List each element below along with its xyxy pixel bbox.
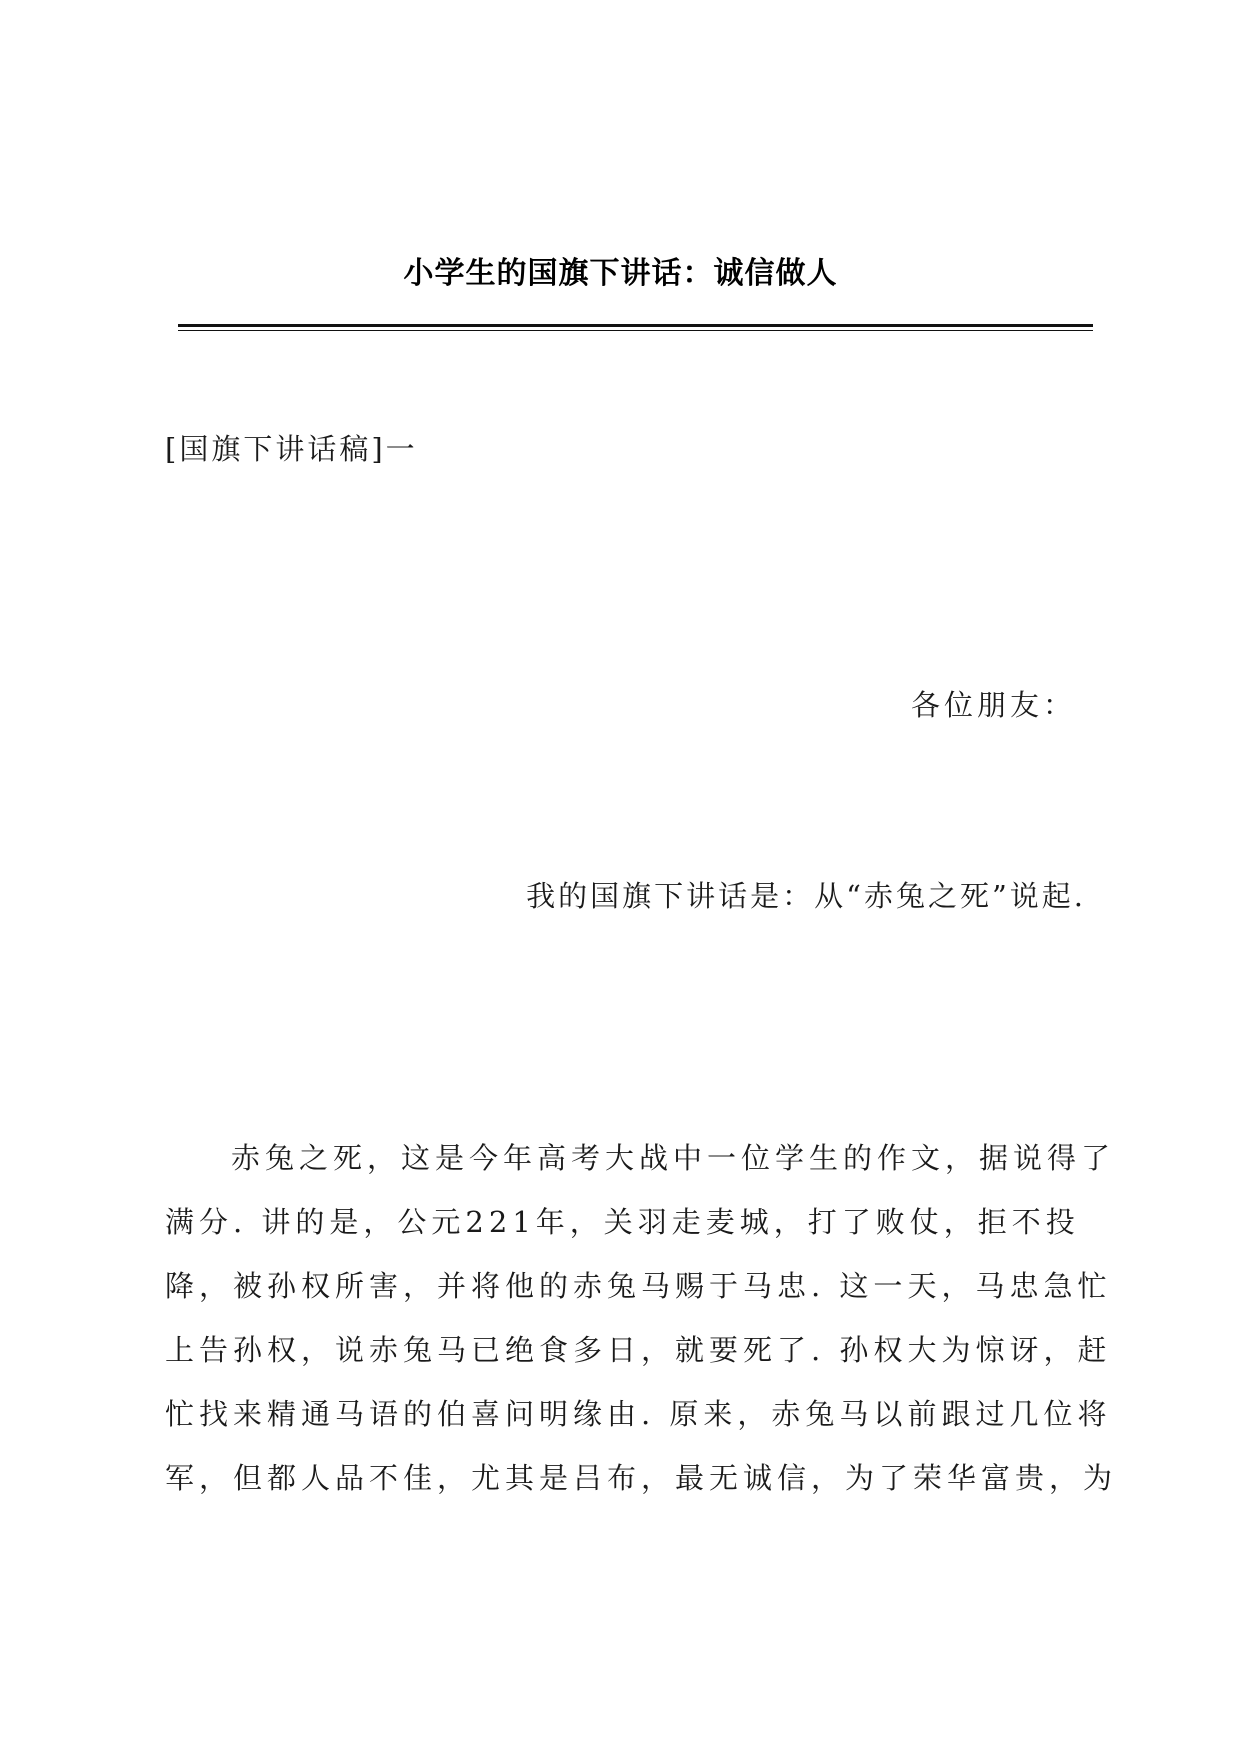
title-divider [178,324,1093,331]
document-title: 小学生的国旗下讲话：诚信做人 [403,256,838,291]
body-line: 降，被孙权所害，并将他的赤兔马赐于马忠. 这一天，马忠急忙 [165,1269,1112,1303]
greeting: 各位朋友： [910,688,1076,722]
body-line: 忙找来精通马语的伯喜问明缘由. 原来，赤兔马以前跟过几位将 [165,1397,1112,1431]
document-tag: [国旗下讲话稿]一 [165,432,418,466]
body-paragraph [165,1126,1118,1510]
body-line: 上告孙权，说赤兔马已绝食多日，就要死了. 孙权大为惊讶，赶 [165,1333,1112,1367]
body-line: 满分. 讲的是，公元221年，关羽走麦城，打了败仗，拒不投 [165,1205,1080,1239]
body-line: 赤兔之死，这是今年高考大战中一位学生的作文，据说得了 [231,1141,1116,1175]
body-line: 军，但都人品不佳，尤其是吕布，最无诚信，为了荣华富贵，为 [165,1461,1118,1495]
speech-topic: 我的国旗下讲话是：从“赤兔之死”说起. [526,879,1086,913]
